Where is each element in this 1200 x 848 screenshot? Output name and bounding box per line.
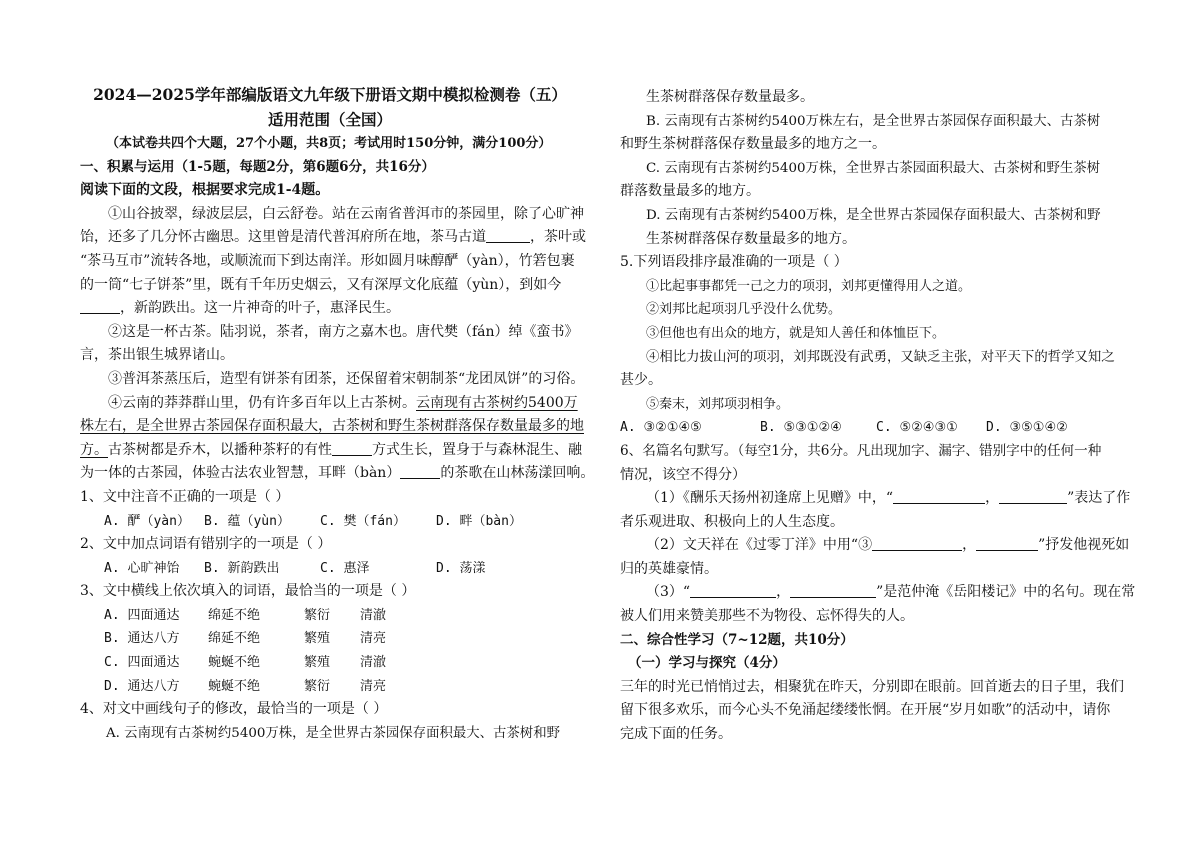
passage-line: 言，茶出银生城界诸山。 [80, 347, 234, 364]
fill-blank[interactable] [999, 489, 1067, 504]
option[interactable]: A. 心旷神饴 [104, 560, 180, 576]
fill-blank[interactable] [690, 583, 776, 598]
intro-line: 三年的时光已悄悄过去，相聚犹在昨天，分别即在眼前。回首逝去的日子里，我们 [620, 678, 1124, 695]
question-1-options [80, 510, 580, 534]
fill-blank[interactable] [790, 583, 876, 598]
fill-blank[interactable] [893, 489, 985, 504]
question-6: 6、名篇名句默写。（每空1分，共6分。凡出现加字、漏字、错别字中的任何一种 [620, 442, 1102, 459]
question-5-sentence: ④相比力拔山河的项羽，刘邦既没有武勇，又缺乏主张，对平天下的哲学又知之 [646, 349, 1115, 365]
option[interactable]: A. 酽（yàn） [104, 513, 190, 529]
option[interactable]: C. ⑤②④③① [876, 420, 958, 436]
question-6-2-cont: 归的英雄豪情。 [620, 560, 718, 577]
section-1-heading: 一、积累与运用（1-5题，每题2分，第6题6分，共16分） [80, 158, 435, 175]
passage-line: 饴，还多了几分怀古幽思。这里曾是清代普洱府所在地，茶马古道 ，茶叶或 [80, 229, 586, 246]
question-5-sentence: ②刘邦比起项羽几乎没什么优势。 [646, 302, 842, 318]
right-column [620, 86, 1136, 747]
passage-line: ①山谷披翠，绿波层层，白云舒卷。站在云南省普洱市的茶园里，除了心旷神 [108, 205, 584, 222]
question-4-option-d[interactable]: D. 云南现有古茶树约5400万株，是全世界古茶园保存面积最大、古茶树和野 [646, 207, 1101, 223]
option[interactable]: C. 樊（fán） [320, 513, 406, 529]
fill-blank[interactable] [872, 536, 962, 551]
passage-line: ，新韵跌出。这一片神奇的叶子，惠泽民生。 [80, 297, 580, 321]
question-6-cont: 情况，该空不得分） [620, 466, 746, 483]
question-4: 4、对文中画线句子的修改，最恰当的一项是（ ） [80, 701, 388, 718]
passage-line: 的一筒“七子饼茶”里，既有千年历史烟云，又有深厚文化底蕴（yùn），到如今 [80, 276, 562, 293]
passage-line: ③普洱茶蒸压后，造型有饼茶有团茶，还保留着宋朝制茶“龙团凤饼”的习俗。 [108, 370, 585, 387]
question-3: 3、文中横线上依次填入的词语，最恰当的一项是（ ） [80, 583, 416, 600]
question-5-sentence: ⑤秦末，刘邦项羽相争。 [646, 396, 790, 412]
question-5-sentence-cont: 甚少。 [620, 372, 662, 389]
question-2: 2、文中加点词语有错别字的一项是（ ） [80, 536, 332, 553]
fill-blank[interactable] [486, 228, 530, 243]
question-4-option-d-cont: 生茶树群落保存数量最多的地方。 [646, 230, 856, 247]
underlined-sentence: 株左右，是全世界古茶园保存面积最大，古茶树和野生茶树群落保存数量最多的地 [80, 418, 584, 435]
question-4-option-b[interactable]: B. 云南现有古茶树约5400万株左右，是全世界古茶园保存面积最大、古茶树 [646, 113, 1101, 129]
passage-line [80, 415, 584, 439]
question-1: 1、文中注音不正确的一项是（ ） [80, 488, 290, 505]
reading-instruction: 阅读下面的文段，根据要求完成1-4题。 [80, 182, 330, 199]
passage-line: “茶马互市”流转各地，或顺流而下到达南洋。形如圆月味醇酽（yàn），竹箬包裹 [80, 252, 575, 269]
question-4-option-c[interactable]: C. 云南现有古茶树约5400万株，全世界古茶园面积最大、古茶树和野生茶树 [646, 160, 1101, 176]
option[interactable]: B. ⑤③①②④ [760, 420, 842, 436]
exam-note: （本试卷共四个大题，27个小题，共8页；考试用时150分钟，满分100分） [106, 136, 552, 151]
question-6-3-cont: 被人们用来赞美那些不为物役、忘怀得失的人。 [620, 608, 914, 625]
left-column [80, 82, 595, 745]
underlined-sentence: 方。 [80, 441, 108, 458]
option[interactable]: B. 新韵跌出 [204, 560, 280, 576]
option[interactable]: B. 蕴（yùn） [204, 513, 290, 529]
passage-line: ④云南的莽莽群山里，仍有许多百年以上古茶树。云南现有古茶树约5400万 [108, 394, 578, 411]
fill-blank[interactable] [80, 299, 120, 314]
question-4-option-b-cont: 和野生茶树群落保存数量最多的地方之一。 [620, 136, 886, 153]
question-6-2: （2）文天祥在《过零丁洋》中用“③ ， ”抒发他视死如 [646, 537, 1130, 554]
question-2-options [80, 557, 580, 581]
question-3-option-d[interactable]: D. 通达八方 蜿蜒不绝 繁衍 清亮 [104, 678, 387, 694]
option[interactable]: D. 畔（bàn） [436, 513, 522, 529]
question-5-sentence: ①比起事事都凭一己之力的项羽，刘邦更懂得用人之道。 [646, 278, 972, 294]
intro-line: 完成下面的任务。 [620, 726, 732, 743]
fill-blank[interactable] [976, 536, 1038, 551]
fill-blank[interactable] [332, 441, 372, 456]
question-4-option-c-cont: 群落数量最多的地方。 [620, 183, 760, 200]
question-5-options [620, 416, 1120, 440]
fill-blank[interactable] [400, 464, 440, 479]
option[interactable]: D. 荡漾 [436, 560, 486, 576]
passage-line: ②这是一杯古茶。陆羽说，茶者，南方之嘉木也。唐代樊（fán）绰《蛮书》 [108, 323, 579, 340]
question-5-sentence: ③但他也有出众的地方，就是知人善任和体恤臣下。 [646, 325, 946, 341]
question-5: 5.下列语段排序最准确的一项是（ ） [620, 254, 848, 271]
passage-line: 方。古茶树都是乔木，以播种茶籽的有性 方式生长，置身于与森林混生、融 [80, 441, 582, 458]
option[interactable]: C. 惠泽 [320, 560, 370, 576]
exam-subtitle: 适用范围（全国） [267, 110, 392, 129]
question-4-option-a-cont: 生茶树群落保存数量最多。 [646, 89, 814, 105]
underlined-sentence: 云南现有古茶树约5400万 [416, 394, 578, 411]
passage-line: 为一体的古茶园，体验古法农业智慧，耳畔（bàn） 的茶歌在山林荡漾回响。 [80, 465, 595, 482]
question-6-1-cont: 者乐观进取、积极向上的人生态度。 [620, 513, 844, 530]
option[interactable]: D. ③⑤①④② [986, 420, 1068, 436]
exam-title: 2024—2025学年部编版语文九年级下册语文期中模拟检测卷（五） [93, 85, 567, 104]
question-6-3: （3）“ ， ”是范仲淹《岳阳楼记》中的名句。现在常 [646, 584, 1136, 601]
question-3-option-c[interactable]: C. 四面通达 蜿蜒不绝 繁殖 清澈 [104, 655, 387, 671]
question-3-option-b[interactable]: B. 通达八方 绵延不绝 繁殖 清亮 [104, 631, 387, 647]
intro-line: 留下很多欢乐，而今心头不免涌起缕缕怅惘。在开展“岁月如歌”的活动中，请你 [620, 702, 1111, 719]
question-4-option-a[interactable]: A. 云南现有古茶树约5400万株，是全世界古茶园保存面积最大、古茶树和野 [106, 725, 560, 741]
section-2-heading: 二、综合性学习（7~12题，共10分） [620, 631, 854, 648]
question-3-option-a[interactable]: A. 四面通达 绵延不绝 繁衍 清澈 [104, 607, 387, 623]
question-6-1: （1）《酬乐天扬州初逢席上见赠》中，“ ， ”表达了作 [646, 490, 1131, 507]
option[interactable]: A. ③②①④⑤ [620, 420, 702, 436]
subsection-1-heading: （一）学习与探究（4分） [628, 655, 786, 672]
